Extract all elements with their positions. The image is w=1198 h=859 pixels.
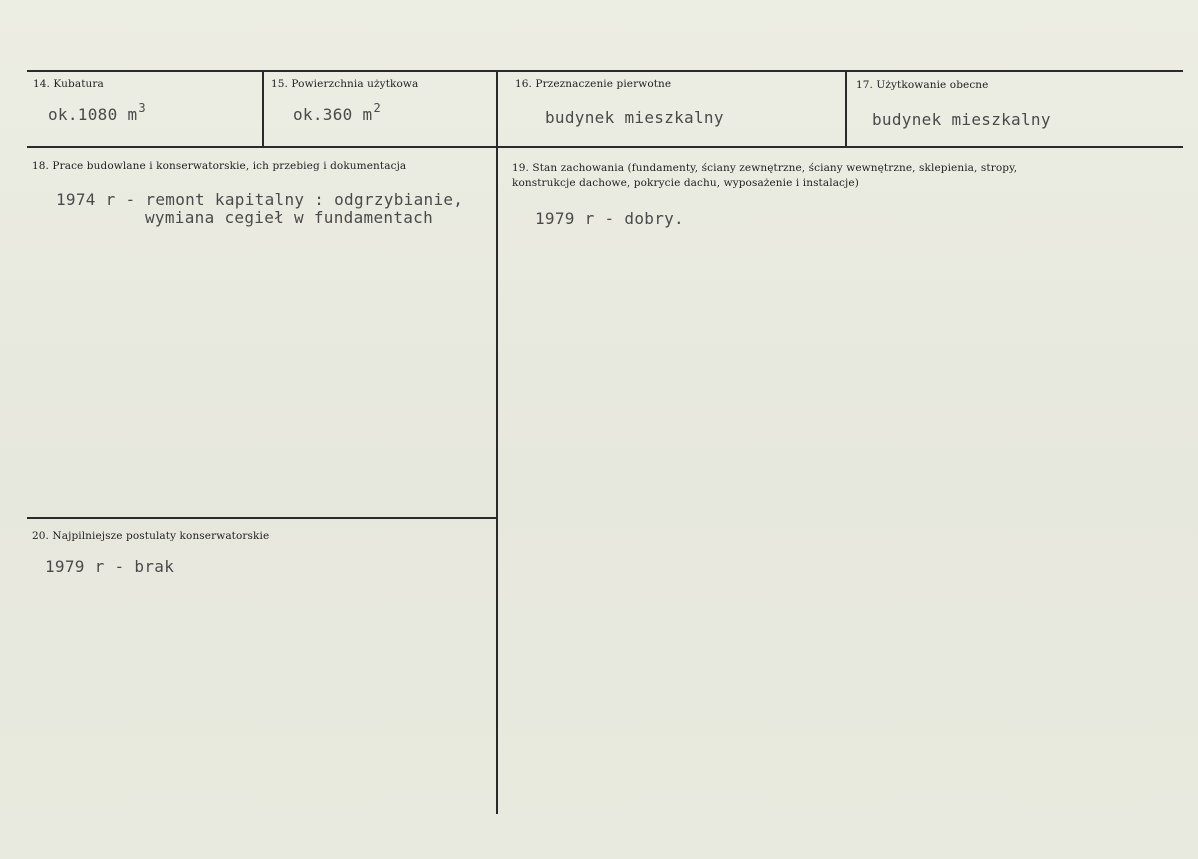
field-19-value: 1979 r - dobry. bbox=[535, 209, 684, 228]
field-14-value bbox=[48, 101, 146, 124]
field-14-label: 14. Kubatura bbox=[33, 78, 104, 90]
section-18-bottom-rule bbox=[27, 517, 496, 519]
top-rule bbox=[27, 70, 1183, 72]
field-14-exponent: 3 bbox=[138, 101, 146, 115]
field-18-line-2: wymiana cegieł w fundamentach bbox=[145, 208, 434, 227]
field-17-label: 17. Użytkowanie obecne bbox=[856, 79, 989, 91]
field-19-label-line-1: 19. Stan zachowania (fundamenty, ściany zewnętrzne, ściany wewnętrzne, sklepienia, stropy, bbox=[512, 162, 1018, 174]
row1-bottom-rule bbox=[27, 146, 1183, 148]
field-16-value: budynek mieszkalny bbox=[545, 108, 724, 127]
field-15-exponent: 2 bbox=[373, 101, 381, 115]
divider-16-17 bbox=[845, 71, 847, 147]
field-15-label: 15. Powierzchnia użytkowa bbox=[271, 78, 419, 90]
field-16-label: 16. Przeznaczenie pierwotne bbox=[515, 78, 672, 90]
field-15-value bbox=[293, 101, 381, 124]
divider-main bbox=[496, 71, 498, 814]
field-18-line-1: 1974 r - remont kapitalny : odgrzybianie, bbox=[56, 190, 464, 209]
field-20-value: 1979 r - brak bbox=[45, 557, 175, 576]
field-18-label: 18. Prace budowlane i konserwatorskie, ich przebieg i dokumentacja bbox=[32, 160, 407, 172]
divider-14-15 bbox=[262, 71, 264, 147]
field-19-label-line-2: konstrukcje dachowe, pokrycie dachu, wyposażenie i instalacje) bbox=[512, 177, 859, 189]
field-15-value-text: ok.360 m bbox=[293, 105, 373, 124]
field-14-value-text: ok.1080 m bbox=[48, 105, 138, 124]
field-20-label: 20. Najpilniejsze postulaty konserwatorskie bbox=[32, 530, 270, 542]
field-17-value: budynek mieszkalny bbox=[872, 110, 1051, 129]
